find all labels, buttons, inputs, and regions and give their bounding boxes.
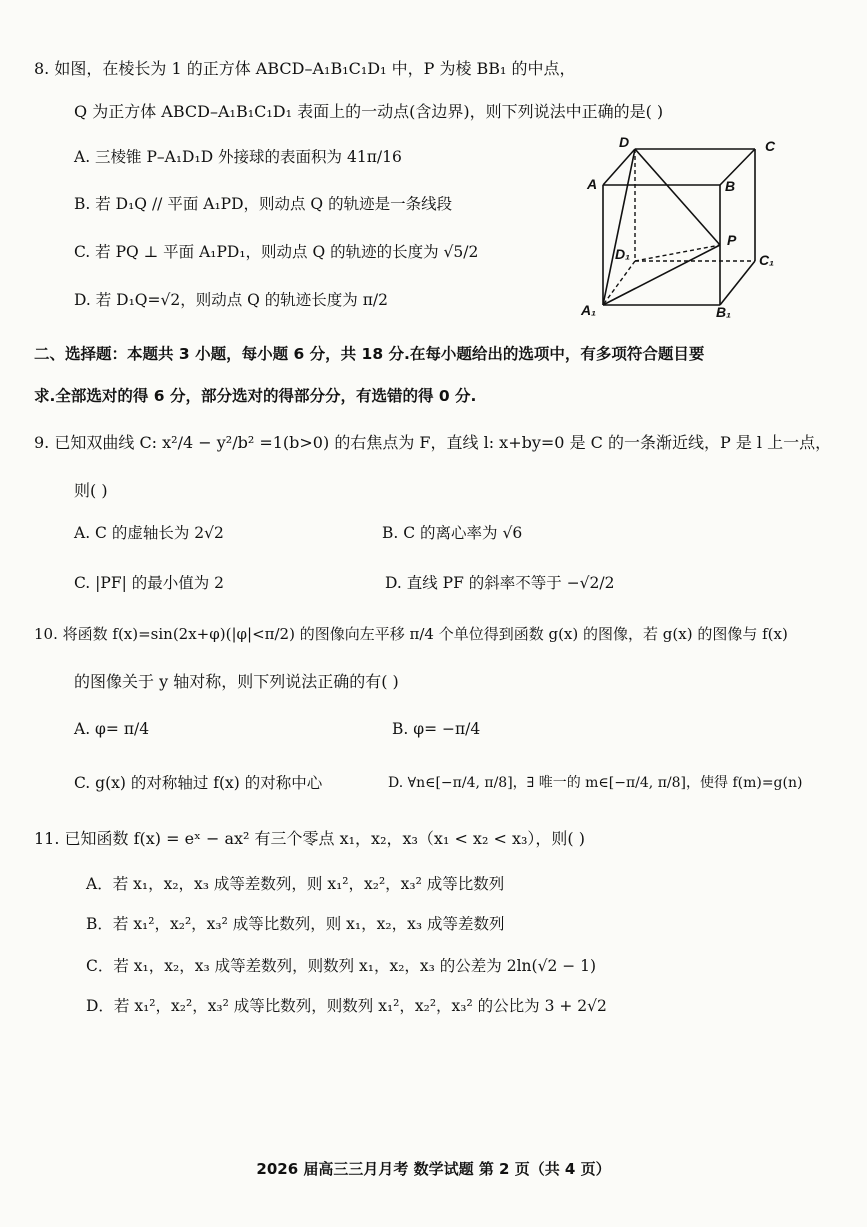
edge-dp bbox=[635, 149, 720, 245]
q10-option-b: B. φ= −π/4 bbox=[392, 720, 481, 738]
section2-heading-line1: 二、选择题：本题共 3 小题，每小题 6 分，共 18 分.在每小题给出的选项中，有多项符合题目要 bbox=[34, 345, 705, 363]
edge-ad bbox=[603, 149, 635, 185]
q10-stem-line1: 10. 将函数 f(x)=sin(2x+φ)(|φ|<π/2) 的图像向左平移 π/4 个单位得到函数 g(x) 的图像，若 g(x) 的图像与 f(x) bbox=[34, 625, 788, 643]
label-d1: D₁ bbox=[615, 246, 631, 262]
q8-option-b: B. 若 D₁Q // 平面 A₁PD，则动点 Q 的轨迹是一条线段 bbox=[74, 195, 453, 213]
label-p: P bbox=[727, 232, 737, 248]
q11-option-a: A．若 x₁，x₂，x₃ 成等差数列，则 x₁²，x₂²，x₃² 成等比数列 bbox=[86, 875, 505, 893]
edge-da1 bbox=[603, 149, 635, 305]
q11-option-b: B．若 x₁²，x₂²，x₃² 成等比数列，则 x₁，x₂，x₃ 成等差数列 bbox=[86, 915, 505, 933]
q8-option-a: A. 三棱锥 P–A₁D₁D 外接球的表面积为 41π/16 bbox=[74, 148, 402, 166]
label-c1: C₁ bbox=[759, 252, 775, 268]
q8-stem-line1: 8. 如图，在棱长为 1 的正方体 ABCD–A₁B₁C₁D₁ 中，P 为棱 BB₁ 的中点， bbox=[34, 59, 576, 78]
q11-stem-line1: 11. 已知函数 f(x) = eˣ − ax² 有三个零点 x₁，x₂，x₃（x₁ < x₂ < x₃），则( ) bbox=[34, 829, 585, 848]
q9-option-d: D. 直线 PF 的斜率不等于 −√2/2 bbox=[385, 574, 615, 592]
q10-stem-line2: 的图像关于 y 轴对称，则下列说法正确的有( ) bbox=[74, 672, 399, 691]
label-a: A bbox=[587, 176, 598, 192]
q9-stem-line2: 则( ) bbox=[74, 481, 108, 500]
q10-option-c: C. g(x) 的对称轴过 f(x) 的对称中心 bbox=[74, 774, 323, 792]
q11-option-c: C．若 x₁，x₂，x₃ 成等差数列，则数列 x₁，x₂，x₃ 的公差为 2ln(√2 − 1) bbox=[86, 957, 597, 975]
label-b: B bbox=[725, 178, 736, 194]
q8-stem-line2: Q 为正方体 ABCD–A₁B₁C₁D₁ 表面上的一动点(含边界)，则下列说法中正确的是( ) bbox=[74, 102, 664, 121]
q10-option-d: D. ∀n∈[−π/4, π/8]，∃ 唯一的 m∈[−π/4, π/8]，使得 f(m)=g(n) bbox=[388, 775, 803, 791]
label-a1: A₁ bbox=[581, 302, 597, 318]
q9-option-c: C. |PF| 的最小值为 2 bbox=[74, 574, 225, 592]
q11-option-d: D．若 x₁²，x₂²，x₃² 成等比数列，则数列 x₁²，x₂²，x₃² 的公比为 3 + 2√2 bbox=[86, 997, 607, 1015]
cube-figure bbox=[575, 133, 805, 323]
edge-c1b1 bbox=[720, 261, 755, 305]
q9-option-b: B. C 的离心率为 √6 bbox=[382, 524, 523, 542]
q9-stem-line1: 9. 已知双曲线 C: x²/4 − y²/b² =1(b>0) 的右焦点为 F，直线 l: x+by=0 是 C 的一条渐近线，P 是 l 上一点， bbox=[34, 433, 832, 452]
q8-option-d: D. 若 D₁Q=√2，则动点 Q 的轨迹长度为 π/2 bbox=[74, 291, 388, 309]
edge-d1p-hidden bbox=[635, 245, 720, 261]
section2-heading-line2: 求.全部选对的得 6 分，部分选对的得部分分，有选错的得 0 分. bbox=[34, 387, 477, 405]
label-c: C bbox=[765, 138, 776, 154]
label-b1: B₁ bbox=[716, 304, 732, 320]
q9-option-a: A. C 的虚轴长为 2√2 bbox=[74, 524, 224, 542]
q10-option-a: A. φ= π/4 bbox=[74, 720, 150, 738]
q8-option-c: C. 若 PQ ⊥ 平面 A₁PD₁，则动点 Q 的轨迹的长度为 √5/2 bbox=[74, 243, 479, 261]
label-d: D bbox=[619, 134, 630, 150]
page-footer: 2026 届高三三月月考 数学试题 第 2 页（共 4 页） bbox=[256, 1160, 611, 1178]
